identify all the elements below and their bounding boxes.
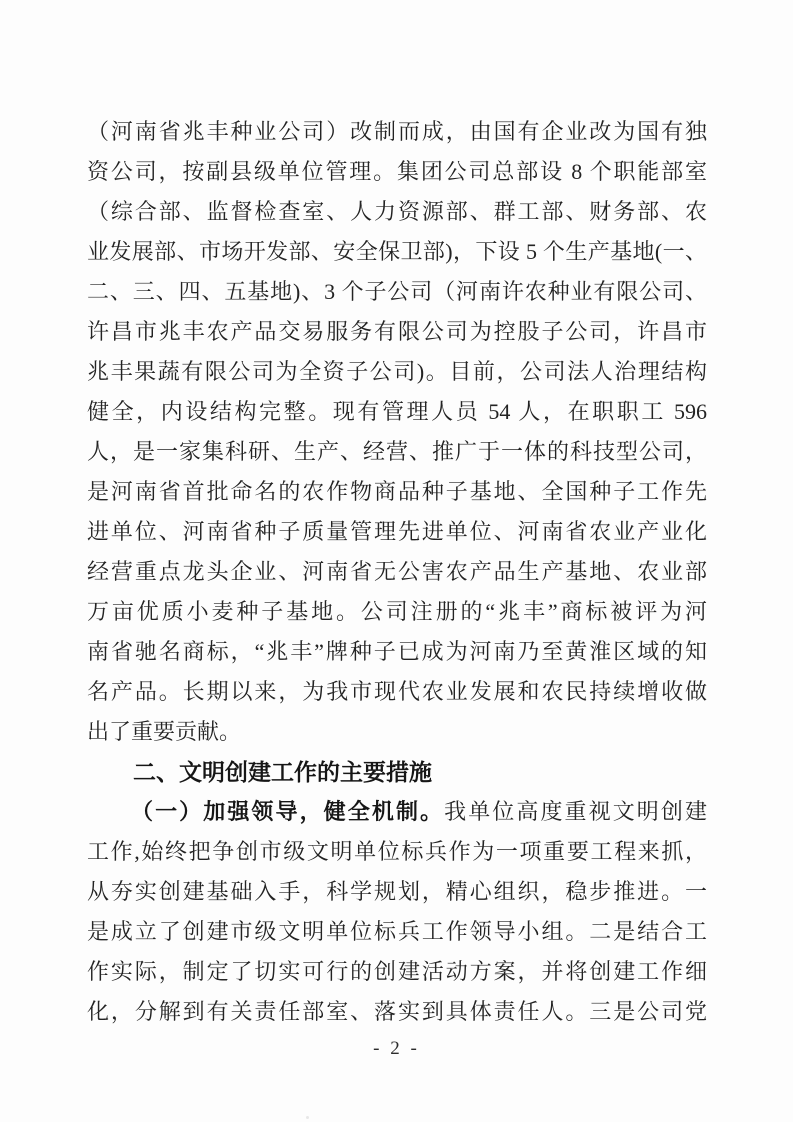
- text-line: （综合部、监督检查室、人力资源部、群工部、财务部、农: [87, 199, 707, 224]
- text-line: 许昌市兆丰农产品交易服务有限公司为控股子公司，许昌市: [87, 319, 707, 344]
- text-line: （河南省兆丰种业公司）改制而成，由国有企业改为国有独: [87, 119, 707, 144]
- text-line: 名产品。长期以来，为我市现代农业发展和农民持续增收做: [87, 679, 707, 704]
- text-line: 是成立了创建市级文明单位标兵工作领导小组。二是结合工: [87, 919, 707, 944]
- section-heading: 二、文明创建工作的主要措施: [133, 759, 432, 785]
- page-number: - 2 -: [373, 1038, 420, 1059]
- subsection-lead-rest: 我单位高度重视文明创建: [444, 799, 707, 824]
- text-line: 资公司，按副县级单位管理。集团公司总部设 8 个职能部室: [87, 159, 707, 184]
- text-line: 人，是一家集科研、生产、经营、推广于一体的科技型公司，: [87, 439, 707, 464]
- text-line: 化，分解到有关责任部室、落实到具体责任人。三是公司党: [87, 999, 707, 1024]
- text-line: 二、三、四、五基地)、3 个子公司（河南许农种业有限公司、: [87, 279, 707, 304]
- text-line: 业发展部、市场开发部、安全保卫部)，下设 5 个生产基地(一、: [87, 239, 707, 264]
- text-line: [87, 792, 707, 832]
- body-text: [87, 112, 707, 1032]
- scan-speck: [136, 127, 139, 130]
- text-line: 南省驰名商标，“兆丰”牌种子已成为河南乃至黄淮区域的知: [87, 639, 707, 664]
- text-line: 从夯实创建基础入手，科学规划，精心组织，稳步推进。一: [87, 879, 707, 904]
- text-line: 进单位、河南省种子质量管理先进单位、河南省农业产业化: [87, 519, 707, 544]
- scan-speck: [306, 1116, 309, 1119]
- text-line: 出了重要贡献。: [87, 719, 242, 744]
- text-line: 作实际，制定了切实可行的创建活动方案，并将创建工作细: [87, 959, 707, 984]
- text-line: 经营重点龙头企业、河南省无公害农产品生产基地、农业部: [87, 559, 707, 584]
- text-line: 万亩优质小麦种子基地。公司注册的“兆丰”商标被评为河: [87, 599, 707, 624]
- text-line: 健全，内设结构完整。现有管理人员 54 人，在职职工 596: [87, 399, 707, 424]
- text-line: 兆丰果蔬有限公司为全资子公司)。目前，公司法人治理结构: [87, 359, 707, 384]
- subsection-lead: （一）加强领导，健全机制。: [131, 799, 445, 824]
- text-line: 工作,始终把争创市级文明单位标兵作为一项重要工程来抓，: [87, 839, 707, 864]
- text-line: 是河南省首批命名的农作物商品种子基地、全国种子工作先: [87, 479, 707, 504]
